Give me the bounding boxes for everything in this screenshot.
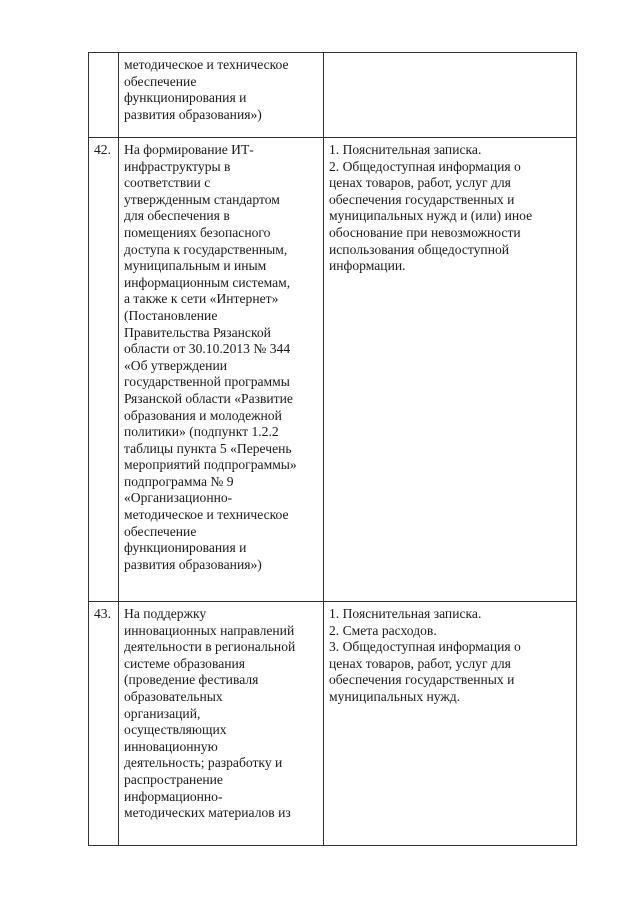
document-line: муниципальных нужд. bbox=[329, 688, 461, 704]
row-number bbox=[89, 53, 119, 138]
row-documents bbox=[324, 138, 577, 602]
row-description bbox=[119, 53, 324, 138]
description-line: мероприятий подпрограммы» bbox=[124, 457, 297, 473]
document-line: ценах товаров, работ, услуг для bbox=[329, 655, 511, 671]
description-line: методическое и техническое bbox=[124, 57, 289, 72]
description-line: «Организационно- bbox=[124, 490, 233, 506]
table-row bbox=[89, 53, 577, 138]
description-line: информационным системам, bbox=[124, 274, 291, 290]
description-line: Рязанской области «Развитие bbox=[124, 390, 293, 406]
description-line: Правительства Рязанской bbox=[124, 324, 271, 340]
document-line: 1. Пояснительная записка. bbox=[329, 606, 482, 621]
description-line: муниципальным и иным bbox=[124, 258, 267, 274]
description-line: функционирования и bbox=[124, 90, 247, 106]
description-line: системе образования bbox=[124, 655, 246, 671]
description-line: государственной программы bbox=[124, 374, 290, 390]
table-row bbox=[89, 602, 577, 846]
document-line: обеспечения государственных и bbox=[329, 191, 515, 207]
description-line: деятельности в региональной bbox=[124, 639, 296, 655]
row-documents bbox=[324, 602, 577, 846]
row-documents bbox=[324, 53, 577, 138]
document-line: ценах товаров, работ, услуг для bbox=[329, 175, 511, 191]
description-line: соответствии с bbox=[124, 175, 211, 191]
description-line: области от 30.10.2013 № 344 bbox=[124, 341, 291, 357]
description-line: обеспечение bbox=[124, 523, 197, 539]
document-line: 2. Смета расходов. bbox=[329, 622, 437, 638]
row-number: 43. bbox=[89, 602, 119, 846]
table-row bbox=[89, 138, 577, 602]
description-line: обеспечение bbox=[124, 73, 197, 89]
description-line: организаций, bbox=[124, 705, 201, 721]
document-line: 3. Общедоступная информация о bbox=[329, 639, 521, 655]
document-line: 1. Пояснительная записка. bbox=[329, 142, 482, 157]
description-line: функционирования и bbox=[124, 540, 247, 556]
document-line: 2. Общедоступная информация о bbox=[329, 158, 521, 174]
description-line: для обеспечения в bbox=[124, 208, 230, 224]
description-line: помещениях безопасного bbox=[124, 224, 271, 240]
description-line: инновационную bbox=[124, 738, 218, 754]
document-line: муниципальных нужд и (или) иное bbox=[329, 208, 533, 224]
description-line: подпрограмма № 9 bbox=[124, 473, 234, 489]
description-line: политики» (подпункт 1.2.2 bbox=[124, 424, 279, 440]
description-line: инновационных направлений bbox=[124, 622, 295, 638]
document-line: информации. bbox=[329, 258, 406, 274]
description-line: осуществляющих bbox=[124, 722, 227, 738]
document-line: обеспечения государственных и bbox=[329, 672, 515, 688]
description-line: методических материалов из bbox=[124, 805, 291, 821]
description-line: инфраструктуры в bbox=[124, 158, 231, 174]
description-line: утвержденным стандартом bbox=[124, 191, 280, 207]
description-line: На формирование ИТ- bbox=[124, 142, 254, 157]
description-line: образования и молодежной bbox=[124, 407, 282, 423]
description-line: На поддержку bbox=[124, 606, 207, 621]
description-line: (проведение фестиваля bbox=[124, 672, 259, 688]
row-description bbox=[119, 602, 324, 846]
row-number: 42. bbox=[89, 138, 119, 602]
description-line: распространение bbox=[124, 771, 223, 787]
description-line: таблицы пункта 5 «Перечень bbox=[124, 440, 292, 456]
document-line: обоснование при невозможности bbox=[329, 224, 521, 240]
description-line: деятельность; разработку и bbox=[124, 755, 283, 771]
description-line: «Об утверждении bbox=[124, 357, 228, 373]
description-line: образовательных bbox=[124, 688, 223, 704]
description-line: развития образования») bbox=[124, 556, 262, 572]
description-line: методическое и техническое bbox=[124, 507, 289, 523]
description-line: (Постановление bbox=[124, 307, 218, 323]
description-line: развития образования») bbox=[124, 106, 262, 122]
description-line: доступа к государственным, bbox=[124, 241, 288, 257]
document-table bbox=[88, 52, 577, 846]
description-line: а также к сети «Интернет» bbox=[124, 291, 279, 307]
description-line: информационно- bbox=[124, 788, 223, 804]
row-description bbox=[119, 138, 324, 602]
document-line: использования общедоступной bbox=[329, 241, 510, 257]
